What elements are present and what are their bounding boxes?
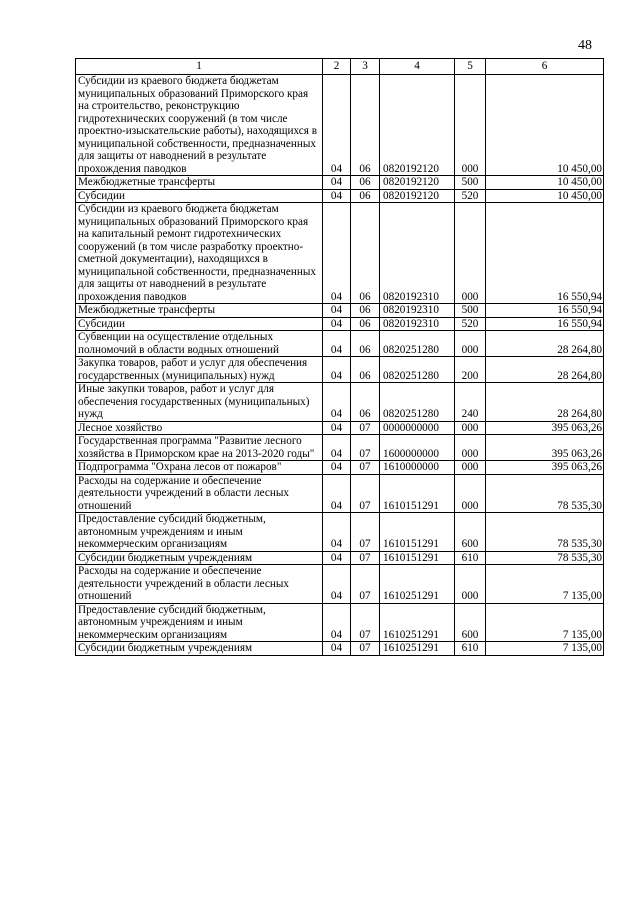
- row-amount: 10 450,00: [486, 75, 604, 176]
- row-amount: 16 550,94: [486, 304, 604, 318]
- table-row: [76, 603, 604, 642]
- row-section: 04: [323, 435, 351, 461]
- row-subsection: 06: [351, 304, 380, 318]
- header-cell: 4: [380, 59, 455, 75]
- row-target-code: 0000000000: [380, 421, 455, 435]
- row-amount: 78 535,30: [486, 513, 604, 552]
- table-row: [76, 513, 604, 552]
- table-row: [76, 461, 604, 475]
- row-subsection: 07: [351, 551, 380, 565]
- table-header: [76, 59, 604, 75]
- row-amount: 16 550,94: [486, 317, 604, 331]
- table-row: [76, 304, 604, 318]
- row-section: 04: [323, 304, 351, 318]
- row-section: 04: [323, 603, 351, 642]
- row-amount: 395 063,26: [486, 461, 604, 475]
- header-cell: 2: [323, 59, 351, 75]
- row-section: 04: [323, 357, 351, 383]
- row-amount: 395 063,26: [486, 421, 604, 435]
- row-expense-type: 500: [455, 176, 486, 190]
- row-target-code: 0820251280: [380, 331, 455, 357]
- table-row: [76, 189, 604, 203]
- row-section: 04: [323, 331, 351, 357]
- row-name: Субвенции на осуществление отдельных полномочий в области водных отношений: [76, 331, 323, 357]
- header-cell: 6: [486, 59, 604, 75]
- row-section: 04: [323, 551, 351, 565]
- row-amount: 7 135,00: [486, 603, 604, 642]
- table-row: [76, 317, 604, 331]
- table-row: [76, 383, 604, 422]
- row-target-code: 1610251291: [380, 642, 455, 656]
- row-expense-type: 000: [455, 435, 486, 461]
- row-target-code: 1600000000: [380, 435, 455, 461]
- row-target-code: 1610151291: [380, 513, 455, 552]
- row-section: 04: [323, 565, 351, 604]
- row-expense-type: 200: [455, 357, 486, 383]
- row-amount: 395 063,26: [486, 435, 604, 461]
- row-section: 04: [323, 75, 351, 176]
- row-target-code: 0820192310: [380, 203, 455, 304]
- row-subsection: 07: [351, 565, 380, 604]
- row-amount: 7 135,00: [486, 565, 604, 604]
- row-expense-type: 520: [455, 317, 486, 331]
- row-expense-type: 000: [455, 331, 486, 357]
- row-target-code: 0820192310: [380, 317, 455, 331]
- row-expense-type: 600: [455, 603, 486, 642]
- row-subsection: 06: [351, 75, 380, 176]
- row-subsection: 06: [351, 317, 380, 331]
- row-target-code: 1610151291: [380, 474, 455, 513]
- row-expense-type: 610: [455, 551, 486, 565]
- row-expense-type: 520: [455, 189, 486, 203]
- row-expense-type: 000: [455, 474, 486, 513]
- row-subsection: 07: [351, 603, 380, 642]
- header-row: [76, 59, 604, 75]
- row-name: Государственная программа "Развитие лесного хозяйства в Приморском крае на 2013-2020 годы": [76, 435, 323, 461]
- row-subsection: 07: [351, 461, 380, 475]
- row-amount: 10 450,00: [486, 176, 604, 190]
- row-expense-type: 600: [455, 513, 486, 552]
- row-section: 04: [323, 461, 351, 475]
- row-name: Субсидии из краевого бюджета бюджетам муниципальных образований Приморского края на капитальный ремонт гидротехнических сооружений (в том числе разработку проектно-сметной документации), находящихся в муниципальной собственности, предназначенных для защиты от наводнений в результате прохождения паводков: [76, 203, 323, 304]
- row-name: Лесное хозяйство: [76, 421, 323, 435]
- row-amount: 7 135,00: [486, 642, 604, 656]
- row-amount: 16 550,94: [486, 203, 604, 304]
- header-cell: 5: [455, 59, 486, 75]
- row-subsection: 06: [351, 383, 380, 422]
- row-amount: 78 535,30: [486, 474, 604, 513]
- row-subsection: 07: [351, 474, 380, 513]
- table-row: [76, 203, 604, 304]
- row-amount: 10 450,00: [486, 189, 604, 203]
- table-row: [76, 565, 604, 604]
- row-target-code: 1610151291: [380, 551, 455, 565]
- row-target-code: 0820192120: [380, 75, 455, 176]
- row-name: Субсидии бюджетным учреждениям: [76, 551, 323, 565]
- row-expense-type: 000: [455, 203, 486, 304]
- row-target-code: 0820192120: [380, 189, 455, 203]
- row-name: Иные закупки товаров, работ и услуг для обеспечения государственных (муниципальных) нужд: [76, 383, 323, 422]
- table-row: [76, 421, 604, 435]
- row-expense-type: 610: [455, 642, 486, 656]
- table-row: [76, 75, 604, 176]
- row-target-code: 0820251280: [380, 357, 455, 383]
- table-row: [76, 551, 604, 565]
- row-subsection: 07: [351, 421, 380, 435]
- row-section: 04: [323, 189, 351, 203]
- header-cell: 3: [351, 59, 380, 75]
- row-amount: 78 535,30: [486, 551, 604, 565]
- row-section: 04: [323, 474, 351, 513]
- row-subsection: 06: [351, 176, 380, 190]
- row-subsection: 06: [351, 331, 380, 357]
- row-expense-type: 000: [455, 565, 486, 604]
- row-name: Расходы на содержание и обеспечение деятельности учреждений в области лесных отношений: [76, 565, 323, 604]
- row-target-code: 1610251291: [380, 603, 455, 642]
- page-number: 48: [578, 38, 592, 53]
- table-body: [76, 75, 604, 656]
- table-row: [76, 331, 604, 357]
- row-name: Подпрограмма "Охрана лесов от пожаров": [76, 461, 323, 475]
- row-name: Закупка товаров, работ и услуг для обеспечения государственных (муниципальных) нужд: [76, 357, 323, 383]
- row-section: 04: [323, 203, 351, 304]
- row-section: 04: [323, 317, 351, 331]
- row-name: Расходы на содержание и обеспечение деятельности учреждений в области лесных отношений: [76, 474, 323, 513]
- header-cell: 1: [76, 59, 323, 75]
- row-expense-type: 500: [455, 304, 486, 318]
- row-target-code: 1610000000: [380, 461, 455, 475]
- row-subsection: 06: [351, 203, 380, 304]
- budget-table: [75, 58, 604, 656]
- table-row: [76, 642, 604, 656]
- row-amount: 28 264,80: [486, 383, 604, 422]
- row-amount: 28 264,80: [486, 331, 604, 357]
- row-subsection: 06: [351, 357, 380, 383]
- row-name: Предоставление субсидий бюджетным, автономным учреждениям и иным некоммерческим организациям: [76, 513, 323, 552]
- table-row: [76, 357, 604, 383]
- row-section: 04: [323, 176, 351, 190]
- row-section: 04: [323, 642, 351, 656]
- row-name: Субсидии: [76, 189, 323, 203]
- row-subsection: 07: [351, 513, 380, 552]
- row-section: 04: [323, 513, 351, 552]
- row-name: Межбюджетные трансферты: [76, 176, 323, 190]
- row-expense-type: 000: [455, 461, 486, 475]
- row-amount: 28 264,80: [486, 357, 604, 383]
- row-section: 04: [323, 421, 351, 435]
- table-row: [76, 474, 604, 513]
- table-row: [76, 176, 604, 190]
- row-target-code: 0820192120: [380, 176, 455, 190]
- row-subsection: 07: [351, 642, 380, 656]
- row-section: 04: [323, 383, 351, 422]
- row-target-code: 0820251280: [380, 383, 455, 422]
- row-subsection: 07: [351, 435, 380, 461]
- table-row: [76, 435, 604, 461]
- row-expense-type: 000: [455, 75, 486, 176]
- row-subsection: 06: [351, 189, 380, 203]
- row-name: Межбюджетные трансферты: [76, 304, 323, 318]
- row-name: Предоставление субсидий бюджетным, автономным учреждениям и иным некоммерческим организациям: [76, 603, 323, 642]
- row-name: Субсидии из краевого бюджета бюджетам муниципальных образований Приморского края на строительство, реконструкцию гидротехнических сооружений (в том числе проектно-изыскательские работы), находящихся в муниципальной собственности, предназначенных для защиты от наводнений в результате прохождения паводков: [76, 75, 323, 176]
- row-target-code: 1610251291: [380, 565, 455, 604]
- row-name: Субсидии: [76, 317, 323, 331]
- row-target-code: 0820192310: [380, 304, 455, 318]
- row-name: Субсидии бюджетным учреждениям: [76, 642, 323, 656]
- row-expense-type: 240: [455, 383, 486, 422]
- row-expense-type: 000: [455, 421, 486, 435]
